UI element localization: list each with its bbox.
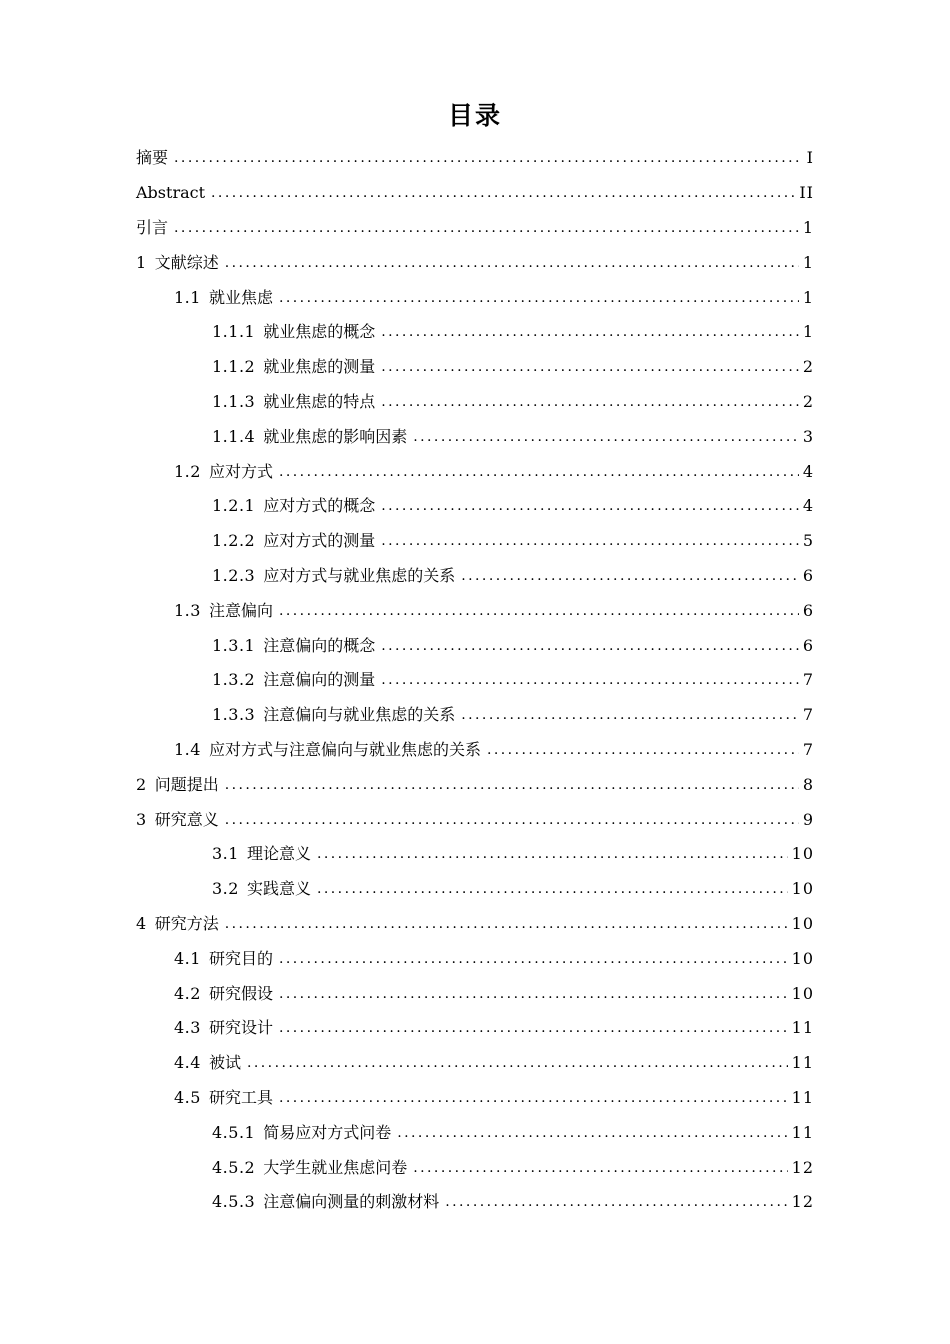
toc-entry[interactable] xyxy=(0,872,950,907)
toc-entry-page-number: I xyxy=(806,148,814,168)
toc-entry[interactable] xyxy=(0,1081,950,1116)
toc-entry-page-number: 2 xyxy=(802,391,814,411)
toc-entry-number: 1.3 xyxy=(174,600,201,620)
toc-entry-number: 4.5.3 xyxy=(212,1192,256,1212)
toc-entry-label: 引言 xyxy=(136,217,169,237)
toc-entry-label: 研究工具 xyxy=(208,1087,273,1107)
toc-entry-page-number: 11 xyxy=(791,1018,814,1038)
toc-entry-number: 1.1.3 xyxy=(212,391,256,411)
toc-entry[interactable] xyxy=(0,802,950,837)
toc-dot-leader xyxy=(317,879,788,899)
toc-entry[interactable] xyxy=(0,280,950,315)
toc-entry-page-number: 11 xyxy=(791,1122,814,1142)
toc-entry[interactable] xyxy=(0,663,950,698)
toc-entry-page-number: 4 xyxy=(802,461,814,481)
toc-dot-leader xyxy=(445,1192,787,1212)
toc-entry-label: 应对方式与注意偏向与就业焦虑的关系 xyxy=(208,739,481,759)
toc-entry-page-number: 5 xyxy=(802,531,814,551)
toc-entry[interactable] xyxy=(0,976,950,1011)
toc-entry-label: 就业焦虑的影响因素 xyxy=(263,426,408,446)
toc-entry[interactable] xyxy=(0,454,950,489)
toc-entry-number: 1.1.1 xyxy=(212,322,256,342)
toc-dot-leader xyxy=(397,1123,787,1143)
toc-entry[interactable] xyxy=(0,176,950,211)
toc-entry-label: 摘要 xyxy=(136,148,169,168)
toc-entry[interactable] xyxy=(0,733,950,768)
toc-entry-page-number: 7 xyxy=(802,705,814,725)
toc-entry[interactable] xyxy=(0,524,950,559)
toc-entry[interactable] xyxy=(0,141,950,176)
toc-entry-label: 研究目的 xyxy=(208,948,273,968)
toc-entry[interactable] xyxy=(0,419,950,454)
toc-entry-label: 应对方式与就业焦虑的关系 xyxy=(263,565,456,585)
toc-entry-label: 大学生就业焦虑问卷 xyxy=(263,1157,408,1177)
toc-dot-leader xyxy=(381,392,799,412)
toc-entry-number: 4.5.2 xyxy=(212,1157,256,1177)
toc-entry-page-number: 10 xyxy=(791,983,814,1003)
toc-dot-leader xyxy=(225,914,788,934)
toc-entry[interactable] xyxy=(0,593,950,628)
toc-entry-number: 3 xyxy=(136,809,147,829)
toc-entry-number: 3.2 xyxy=(212,879,239,899)
toc-entry[interactable] xyxy=(0,837,950,872)
toc-entry-label: 被试 xyxy=(208,1053,241,1073)
toc-dot-leader xyxy=(279,288,799,308)
toc-entry-page-number: 10 xyxy=(791,913,814,933)
toc-entry-page-number: 10 xyxy=(791,948,814,968)
toc-dot-leader xyxy=(247,1053,788,1073)
toc-entry-label: 注意偏向的概念 xyxy=(263,635,376,655)
toc-entry-page-number: 6 xyxy=(802,600,814,620)
toc-entry-label: 理论意义 xyxy=(246,844,311,864)
toc-entry-number: 1.3.2 xyxy=(212,670,256,690)
toc-entry-label: 注意偏向与就业焦虑的关系 xyxy=(263,705,456,725)
toc-entry-number: 4.4 xyxy=(174,1053,201,1073)
toc-dot-leader xyxy=(174,148,803,168)
toc-entry-label: 简易应对方式问卷 xyxy=(263,1122,392,1142)
toc-dot-leader xyxy=(225,775,799,795)
toc-entry-number: 4.1 xyxy=(174,948,201,968)
toc-entry-label: 研究假设 xyxy=(208,983,273,1003)
toc-dot-leader xyxy=(279,984,788,1004)
toc-entry-page-number: 8 xyxy=(802,774,814,794)
toc-entry-page-number: 12 xyxy=(791,1192,814,1212)
toc-dot-leader xyxy=(279,601,799,621)
toc-entry-page-number: 6 xyxy=(802,635,814,655)
toc-entry[interactable] xyxy=(0,767,950,802)
toc-entry-page-number: 12 xyxy=(791,1157,814,1177)
toc-entry-number: 4 xyxy=(136,913,147,933)
toc-entry-label: 应对方式的测量 xyxy=(263,531,376,551)
toc-entry-number: 3.1 xyxy=(212,844,239,864)
toc-entry[interactable] xyxy=(0,941,950,976)
toc-entry-page-number: 6 xyxy=(802,565,814,585)
toc-title: 目录 xyxy=(447,101,502,130)
toc-entry[interactable] xyxy=(0,628,950,663)
toc-entry-page-number: 1 xyxy=(802,217,814,237)
toc-entry-page-number: 11 xyxy=(791,1053,814,1073)
toc-entry-page-number: 4 xyxy=(802,496,814,516)
toc-dot-leader xyxy=(279,462,799,482)
toc-dot-leader xyxy=(487,740,799,760)
toc-entry-number: 1.2.3 xyxy=(212,565,256,585)
toc-entry-number: 1.2.1 xyxy=(212,496,256,516)
toc-entry-page-number: II xyxy=(799,183,814,203)
toc-entry-label: 应对方式 xyxy=(208,461,273,481)
toc-entry[interactable] xyxy=(0,1185,950,1220)
toc-entry-page-number: 1 xyxy=(802,287,814,307)
toc-entry-number: 1.3.1 xyxy=(212,635,256,655)
toc-entry[interactable] xyxy=(0,559,950,594)
toc-entry-page-number: 7 xyxy=(802,739,814,759)
toc-entry-page-number: 9 xyxy=(802,809,814,829)
toc-entry-number: 4.5.1 xyxy=(212,1122,256,1142)
toc-entry-number: 1.2.2 xyxy=(212,531,256,551)
toc-entry-number: 1.2 xyxy=(174,461,201,481)
toc-list xyxy=(0,141,950,1220)
toc-entry-label: 问题提出 xyxy=(154,774,219,794)
toc-entry-label: 应对方式的概念 xyxy=(263,496,376,516)
toc-entry-number: 2 xyxy=(136,774,147,794)
toc-entry-label: 就业焦虑的特点 xyxy=(263,391,376,411)
toc-entry-label: 实践意义 xyxy=(246,879,311,899)
toc-entry-page-number: 1 xyxy=(802,252,814,272)
toc-entry-label: 就业焦虑 xyxy=(208,287,273,307)
toc-entry-label: 研究设计 xyxy=(208,1018,273,1038)
toc-dot-leader xyxy=(381,670,799,690)
toc-dot-leader xyxy=(413,1158,787,1178)
toc-dot-leader xyxy=(225,253,799,273)
toc-entry-page-number: 2 xyxy=(802,357,814,377)
toc-dot-leader xyxy=(413,427,799,447)
toc-entry[interactable] xyxy=(0,1150,950,1185)
toc-entry-number: 1.3.3 xyxy=(212,705,256,725)
toc-dot-leader xyxy=(279,949,788,969)
toc-entry-number: 4.3 xyxy=(174,1018,201,1038)
toc-entry-page-number: 10 xyxy=(791,844,814,864)
toc-entry[interactable] xyxy=(0,1046,950,1081)
toc-entry-number: 1.1 xyxy=(174,287,201,307)
toc-entry-number: 1 xyxy=(136,252,147,272)
toc-entry-page-number: 7 xyxy=(802,670,814,690)
toc-dot-leader xyxy=(174,218,799,238)
toc-entry-page-number: 3 xyxy=(802,426,814,446)
toc-dot-leader xyxy=(461,566,799,586)
toc-entry[interactable] xyxy=(0,907,950,942)
toc-entry-number: 1.1.4 xyxy=(212,426,256,446)
toc-dot-leader xyxy=(225,810,799,830)
toc-entry-number: 1.4 xyxy=(174,739,201,759)
toc-entry[interactable] xyxy=(0,315,950,350)
toc-entry-page-number: 1 xyxy=(802,322,814,342)
toc-entry[interactable] xyxy=(0,385,950,420)
toc-entry[interactable] xyxy=(0,1115,950,1150)
toc-entry-label: 就业焦虑的测量 xyxy=(263,357,376,377)
toc-dot-leader xyxy=(381,531,799,551)
toc-entry[interactable] xyxy=(0,211,950,246)
toc-entry-number: 4.2 xyxy=(174,983,201,1003)
toc-entry-label: 注意偏向测量的刺激材料 xyxy=(263,1192,440,1212)
toc-entry-label: 注意偏向的测量 xyxy=(263,670,376,690)
toc-entry-label: 注意偏向 xyxy=(208,600,273,620)
toc-entry-label: 文献综述 xyxy=(154,252,219,272)
toc-dot-leader xyxy=(381,636,799,656)
toc-dot-leader xyxy=(381,357,799,377)
toc-dot-leader xyxy=(211,183,795,203)
toc-dot-leader xyxy=(381,496,799,516)
toc-entry[interactable] xyxy=(0,489,950,524)
toc-entry-label: 研究意义 xyxy=(154,809,219,829)
toc-dot-leader xyxy=(461,705,799,725)
toc-entry-page-number: 10 xyxy=(791,879,814,899)
toc-entry-number: 1.1.2 xyxy=(212,357,256,377)
toc-dot-leader xyxy=(381,322,799,342)
toc-entry-number: 4.5 xyxy=(174,1087,201,1107)
toc-entry-label: Abstract xyxy=(136,183,206,203)
toc-entry[interactable] xyxy=(0,698,950,733)
toc-entry[interactable] xyxy=(0,350,950,385)
toc-entry-label: 研究方法 xyxy=(154,913,219,933)
toc-entry[interactable] xyxy=(0,245,950,280)
toc-dot-leader xyxy=(279,1088,788,1108)
toc-entry-page-number: 11 xyxy=(791,1087,814,1107)
toc-entry[interactable] xyxy=(0,1011,950,1046)
toc-dot-leader xyxy=(317,844,788,864)
toc-entry-label: 就业焦虑的概念 xyxy=(263,322,376,342)
toc-dot-leader xyxy=(279,1018,788,1038)
